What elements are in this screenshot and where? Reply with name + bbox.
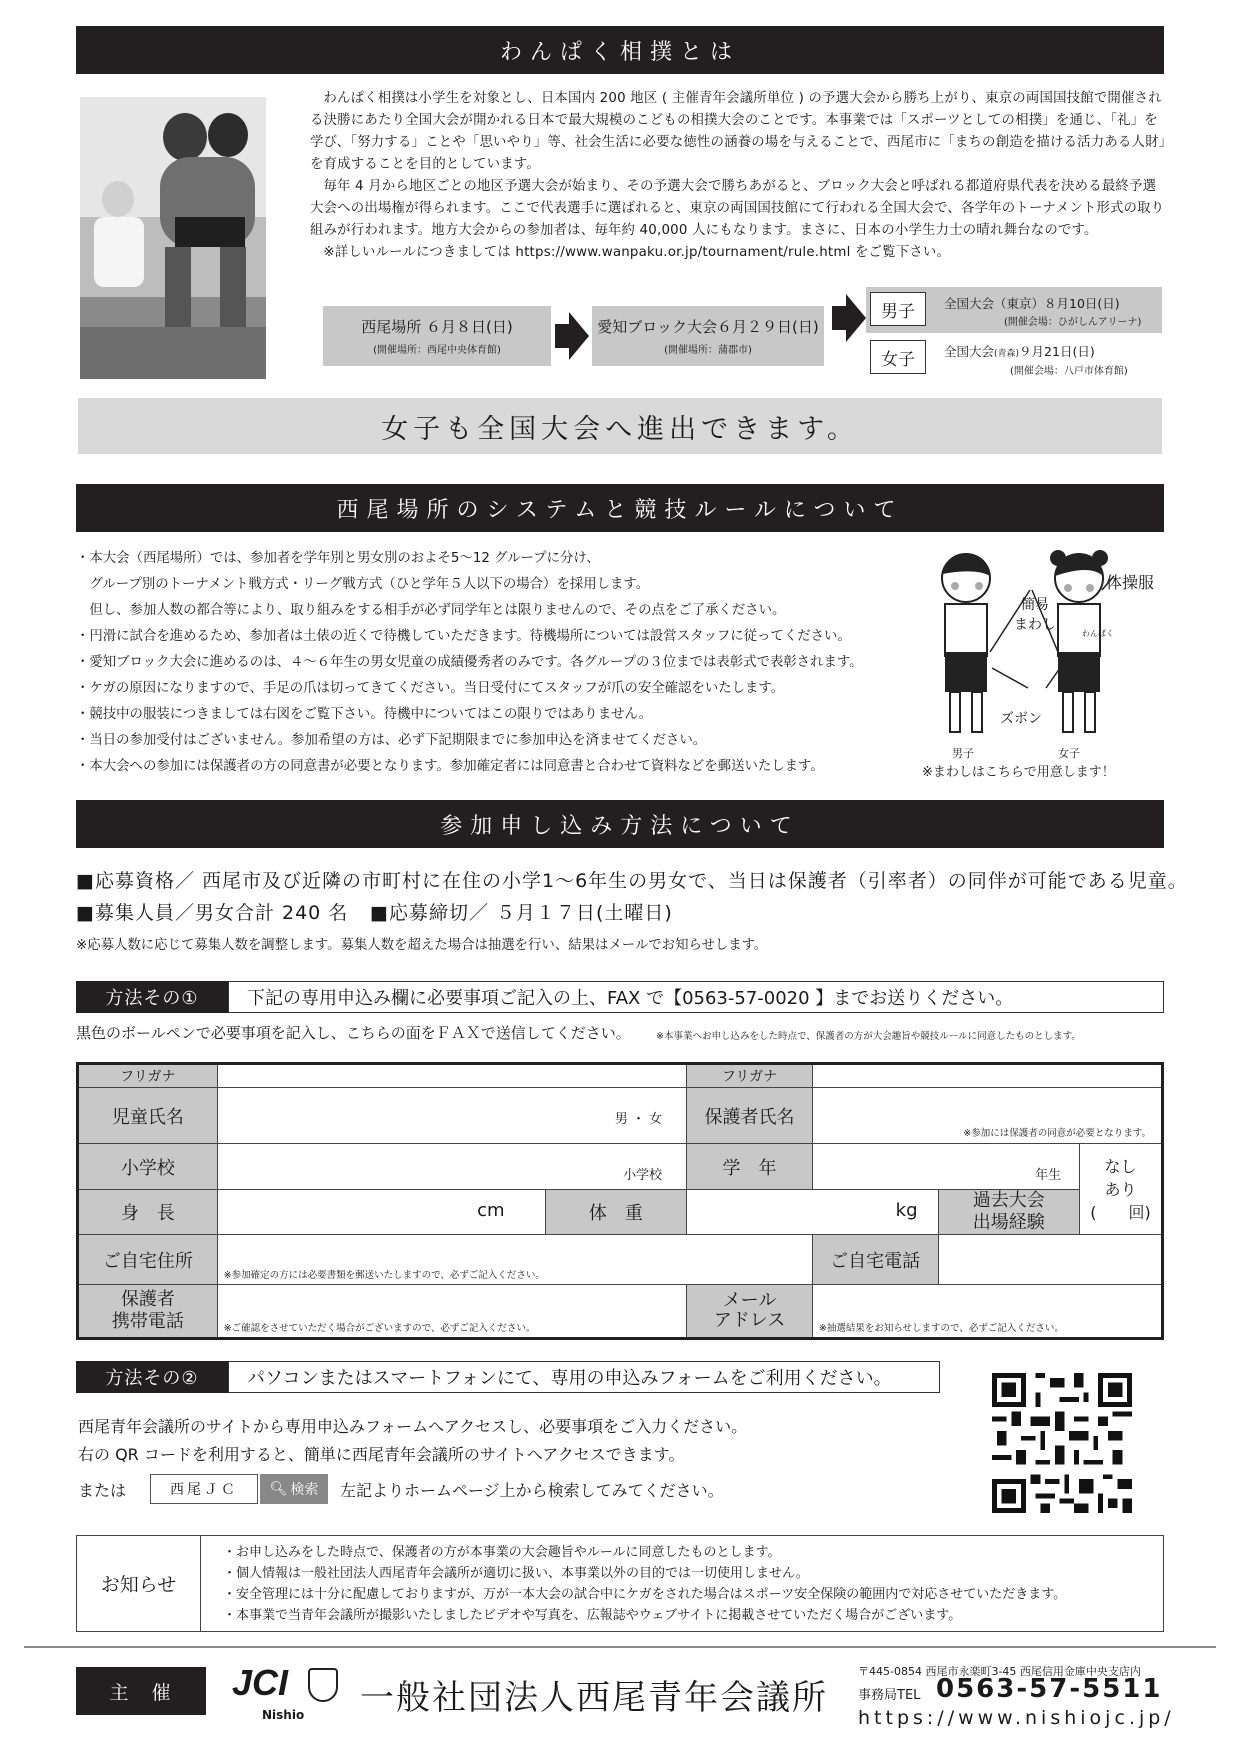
weight-label: 体 重 [545, 1190, 687, 1235]
flow-boys-venue: (開催会場：ひがしんアリーナ) [1004, 317, 1142, 328]
past-experience-field[interactable] [1080, 1144, 1163, 1235]
rule-item: ・本大会（西尾場所）では、参加者を学年別と男女別のおよそ5～12 グループに分け、 [76, 551, 600, 566]
height-label: 身 長 [78, 1190, 218, 1235]
address-field[interactable] [217, 1235, 812, 1285]
label-girl: 女子 [1058, 747, 1080, 760]
grade-label: 学 年 [687, 1144, 813, 1190]
search-input[interactable]: 西尾ＪＣ [150, 1474, 258, 1504]
guardian-mobile-field[interactable] [217, 1285, 687, 1339]
mawashi-note: ※まわしはこちらで用意します！ [922, 765, 1115, 780]
section-header-rules: 西尾場所のシステムと競技ルールについて [76, 484, 1164, 532]
intro-paragraph-2: 毎年 4 月から地区ごとの地区予選大会が始まり、その予選大会で勝ちあがると、ブロック大会と呼ばれる都道府県代表を決める最終予選大会への出場権が得られます。ここで代表選手に選ばれると、東京の両国国技館にて行われる全国大会で、各学年のトーナメント形式の取り組みが行われます。地方大会からの参加者は、毎年約 40,000 人にもなります。まさに、日本の小学生力士の晴れ舞台なのです。 [310, 179, 1165, 238]
label-taisofuku: 体操服 [1106, 573, 1155, 592]
school-label: 小学校 [78, 1144, 218, 1190]
guardian-furigana-field[interactable] [812, 1064, 1162, 1088]
label-shirt-text: わんぱく [1082, 629, 1114, 638]
notice-box [76, 1535, 1164, 1632]
rule-item: ・ケガの原因になりますので、手足の爪は切ってきてください。当日受付にてスタッフが爪の安全確認をいたします。 [76, 681, 785, 696]
height-field[interactable] [217, 1190, 545, 1235]
school-field[interactable] [217, 1144, 687, 1190]
method-2-tag: 方法その② [76, 1361, 228, 1393]
footer-divider [24, 1646, 1216, 1648]
rules-list [76, 546, 863, 780]
method-1-desc: 下記の専用申込み欄に必要事項ご記入の上、FAX で【0563-57-0020 】までお送りください。 [228, 981, 1164, 1013]
label-mawashi: まわし [1014, 617, 1056, 633]
jci-logo: JCI [232, 1662, 289, 1703]
lottery-note: ※応募人数に応じて募集人数を調整します。募集人数を超えた場合は抽選を行い、結果はメールでお知らせします。 [76, 938, 768, 953]
org-address: 〒445-0854 西尾市永楽町3-45 西尾信用金庫中央支店内 [858, 1665, 1141, 1678]
guardian-furigana-label: フリガナ [687, 1064, 813, 1088]
rule-item: ・円滑に試合を進めるため、参加者は土俵の近くで待機していただきます。待機場所については設営スタッフに従ってください。 [76, 629, 851, 644]
mobile-note: ※ご確認をさせていただく場合がございますので、必ずご記入ください。 [223, 1323, 536, 1334]
fax-instruction: 黒色のボールペンで必要事項を記入し、こちらの面をＦＡＸで送信してください。 [76, 1024, 631, 1042]
section-header-application: 参加申し込み方法について [76, 800, 1164, 848]
guardian-consent-note: ※参加には保護者の同意が必要となります。 [963, 1128, 1151, 1139]
notice-item: ・本事業で当青年会議所が撮影いたしましたビデオや写真を、広報誌やウェブサイトに掲載させていただく場合がございます。 [223, 1608, 962, 1623]
guardian-mobile-label: 保護者 携帯電話 [78, 1285, 218, 1339]
past-times: ( 回) [1090, 1202, 1151, 1222]
method-1-tag: 方法その① [76, 981, 228, 1013]
eligibility-text: ■応募資格／ 西尾市及び近隣の市町村に在住の小学1～6年生の男女で、当日は保護者（引率者）の同伴が可能である児童。 [76, 870, 1188, 892]
rule-item: 但し、参加人数の都合等により、取り組みをする相手が必ず同学年とは限りませんので、その点をご了承ください。 [76, 603, 786, 618]
sponsor-label: 主 催 [76, 1667, 206, 1715]
search-icon: 🔍︎ [269, 1481, 288, 1497]
child-name-field[interactable] [217, 1088, 687, 1144]
rule-item: ・当日の参加受付はございません。参加希望の方は、必ず下記期限までに参加申込を済ませてください。 [76, 733, 707, 748]
label-zubon: ズボン [1000, 711, 1042, 727]
home-phone-label: ご自宅電話 [812, 1235, 938, 1285]
deadline-text: ■応募締切／ ５月１７日(土曜日) [370, 902, 673, 924]
tel-label: 事務局TEL [858, 1688, 921, 1703]
child-furigana-field[interactable] [217, 1064, 687, 1088]
flow-girls-date: ９月21日(日) [1019, 344, 1095, 359]
flow-step-nishio-venue: (開催場所：西尾中央体育館) [373, 345, 501, 356]
flow-girls-label: 女子 [870, 340, 926, 374]
flow-boys-title: 全国大会（東京）８月10日(日) [944, 296, 1120, 311]
flow-arrow-icon [832, 294, 866, 342]
child-name-label: 児童氏名 [78, 1088, 218, 1144]
girls-banner: 女子も全国大会へ進出できます。 [78, 398, 1162, 454]
method-2 [76, 1361, 940, 1393]
height-unit: cm [477, 1200, 505, 1221]
address-note: ※参加確定の方には必要書類を郵送いたしますので、必ずご記入ください。 [223, 1270, 545, 1281]
flow-step-nishio [323, 306, 551, 366]
flow-step-nishio-title: 西尾場所 ６月８日(日) [361, 318, 513, 336]
or-label: または [78, 1481, 127, 1500]
sumo-photo-image [80, 97, 266, 379]
capacity-text: ■募集人員／男女合計 240 名 [76, 902, 349, 924]
rule-item: グループ別のトーナメント戦方式・リーグ戦方式（ひと学年５人以下の場合）を採用します。 [76, 577, 650, 592]
email-note: ※抽選結果をお知らせしますので、必ずご記入ください。 [818, 1323, 1064, 1334]
grade-field[interactable] [812, 1144, 1079, 1190]
flow-step-aichi-title: 愛知ブロック大会６月２９日(日) [597, 318, 819, 336]
jci-logo-sub: Nishio [262, 1708, 305, 1722]
past-yes-option[interactable]: あり [1104, 1179, 1137, 1199]
notice-heading: お知らせ [77, 1536, 201, 1631]
flow-girls-title [944, 342, 1095, 360]
past-none-option[interactable]: なし [1104, 1156, 1137, 1176]
search-button-label: 検索 [290, 1482, 319, 1498]
intro-text [310, 88, 1168, 264]
grade-suffix: 年生 [1035, 1168, 1062, 1183]
label-boy: 男子 [952, 747, 974, 760]
method-2-line-1: 西尾青年会議所のサイトから専用申込みフォームへアクセスし、必要事項をご入力ください。 [78, 1417, 748, 1436]
flow-girls-title-text: 全国大会 [944, 344, 995, 359]
fax-instruction-note: ※本事業へお申し込みをした時点で、保護者の方が大会趣旨や競技ルールに同意したものとします。 [656, 1031, 1081, 1042]
sumo-photo [80, 97, 266, 379]
weight-unit: kg [895, 1200, 918, 1221]
tel-number: 0563-57-5511 [936, 1674, 1163, 1704]
notice-list [201, 1536, 1066, 1631]
flow-arrow-icon [555, 312, 589, 360]
home-phone-field[interactable] [938, 1235, 1163, 1285]
application-form [76, 1062, 1164, 1340]
search-note: 左記よりホームページ上から検索してみてください。 [340, 1481, 724, 1500]
guardian-name-label: 保護者氏名 [687, 1088, 813, 1144]
flow-girls-venue: (開催会場：八戸市体育館) [1010, 366, 1128, 377]
section-header-wanpaku: わんぱく相撲とは [76, 26, 1164, 74]
org-name: 一般社団法人西尾青年会議所 [360, 1678, 828, 1718]
address-label: ご自宅住所 [78, 1235, 218, 1285]
email-field[interactable] [812, 1285, 1162, 1339]
flow-step-aichi-venue: (開催場所：蒲郡市) [664, 345, 752, 356]
method-1 [76, 981, 1164, 1013]
method-2-desc: パソコンまたはスマートフォンにて、専用の申込みフォームをご利用ください。 [228, 1361, 940, 1393]
flow-step-aichi [592, 306, 824, 366]
rule-item: ・本大会への参加には保護者の方の同意書が必要となります。参加確定者には同意書と合わせて資料などを郵送いたします。 [76, 759, 824, 774]
rule-item: ・愛知ブロック大会に進めるのは、４～６年生の男女児童の成績優秀者のみです。各グループの３位までは表彰式で表彰されます。 [76, 655, 863, 670]
notice-item: ・安全管理には十分に配慮しておりますが、万が一本大会の試合中にケガをされた場合はスポーツ安全保険の範囲内で対応させていただきます。 [223, 1587, 1067, 1602]
notice-item: ・お申し込みをした時点で、保護者の方が本事業の大会趣旨やルールに同意したものとします。 [223, 1545, 781, 1560]
intro-paragraph-3: ※詳しいルールにつきましては https://www.wanpaku.or.jp/tournament/rule.html をご覧下さい。 [323, 245, 951, 260]
weight-field[interactable] [687, 1190, 938, 1235]
email-label: メール アドレス [687, 1285, 813, 1339]
flow-girls-pref: (青森) [994, 349, 1020, 359]
school-suffix: 小学校 [623, 1168, 663, 1183]
qr-code-icon[interactable] [992, 1373, 1132, 1513]
notice-item: ・個人情報は一般社団法人西尾青年会議所が適切に扱い、本事業以外の目的では一切使用しません。 [223, 1566, 809, 1581]
jci-emblem-icon [308, 1668, 338, 1702]
rule-item: ・競技中の服装につきましては右図をご覧下さい。待機中についてはこの限りではありません。 [76, 707, 653, 722]
child-furigana-label: フリガナ [78, 1064, 218, 1088]
method-2-line-2: 右の QR コードを利用すると、簡単に西尾青年会議所のサイトへアクセスできます。 [78, 1445, 685, 1464]
flow-boys-label: 男子 [870, 292, 926, 326]
website-url[interactable]: https://www.nishiojc.jp/ [858, 1707, 1175, 1729]
gender-select[interactable]: 男 ・ 女 [614, 1112, 663, 1127]
guardian-name-field[interactable] [812, 1088, 1162, 1144]
intro-paragraph-1: わんぱく相撲は小学生を対象とし、日本国内 200 地区 ( 主催青年会議所単位 ) の予選大会から勝ち上がり、東京の両国国技館で開催される決勝にあたり全国大会が開かれる日本で最大規模のこどもの相撲大会のことです。本事業では「スポーツとしての相撲」を通じ、「礼」を学び、「努力する」ことや「思いやり」等、社会生活に必要な徳性の涵養の場を与えることで、西尾市に「まちの創造を描ける活力ある人財」を育成することを目的としています。 [310, 91, 1166, 172]
past-experience-label: 過去大会 出場経験 [938, 1190, 1080, 1235]
search-button[interactable] [260, 1474, 328, 1504]
label-kanni: 簡易 [1021, 597, 1049, 613]
